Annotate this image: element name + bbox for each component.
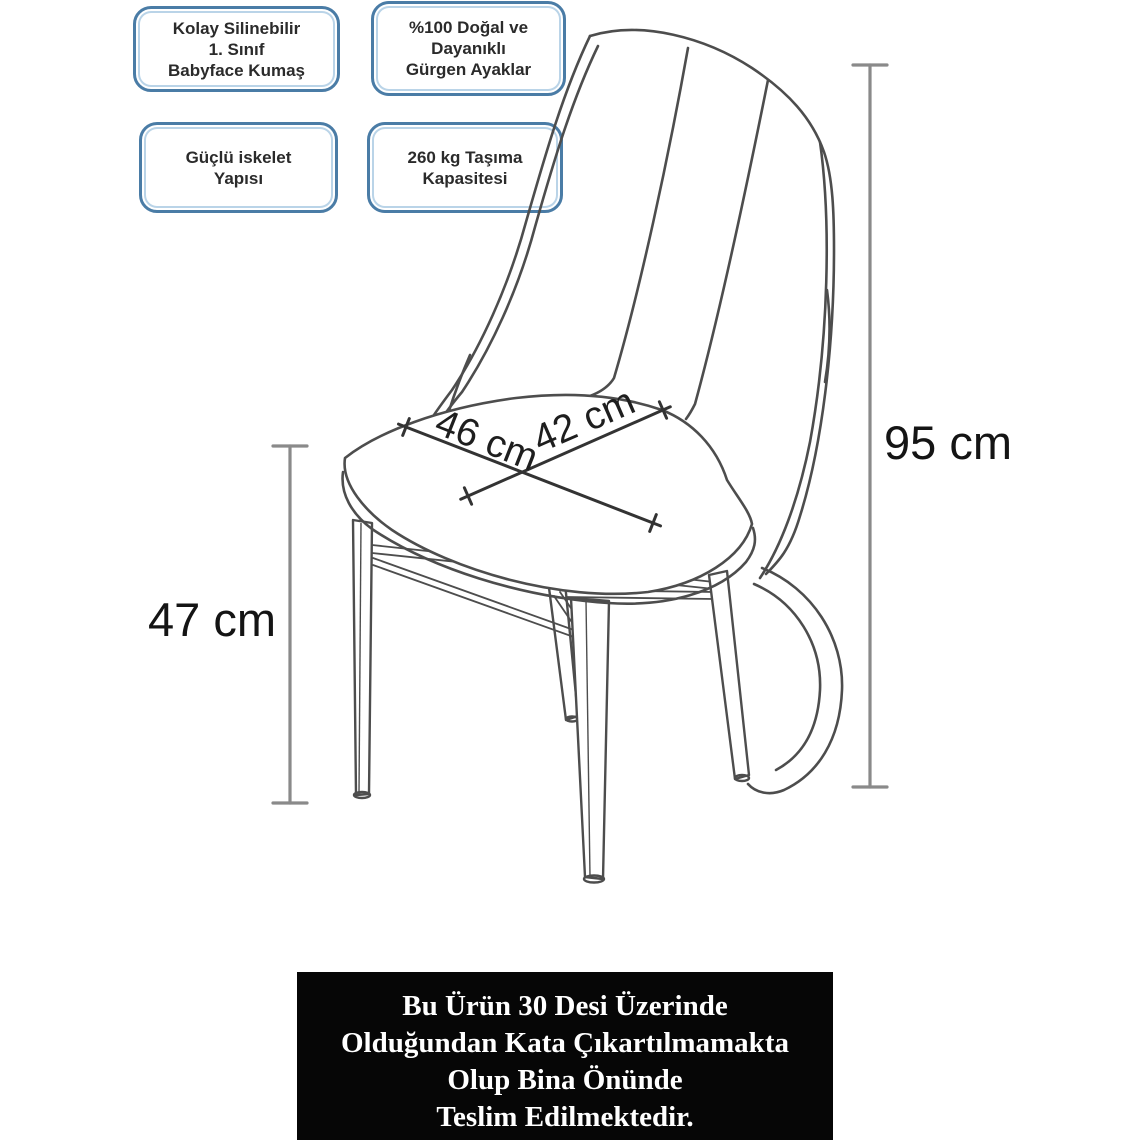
total-height-dimension bbox=[853, 65, 887, 787]
backrest-outline-left-wing bbox=[432, 36, 590, 418]
feature-line: 1. Sınıf bbox=[208, 39, 265, 59]
seat-depth-label: 46 cm bbox=[429, 400, 544, 480]
backrest-right-piping bbox=[760, 142, 827, 578]
total-height-label: 95 cm bbox=[884, 416, 1012, 469]
backrest-channel-seam-right bbox=[686, 80, 768, 419]
feature-line: Yapısı bbox=[213, 168, 264, 188]
shipping-notice-banner bbox=[297, 972, 833, 1140]
feature-line: Babyface Kumaş bbox=[167, 60, 305, 80]
feature-line: 260 kg Taşıma bbox=[407, 147, 523, 167]
notice-line: Olduğundan Kata Çıkartılmamakta bbox=[341, 1027, 789, 1059]
notice-line: Bu Ürün 30 Desi Üzerinde bbox=[402, 990, 728, 1022]
arm-outer-curve bbox=[748, 568, 842, 793]
feature-line: Kolay Silinebilir bbox=[172, 18, 301, 38]
notice-line: Teslim Edilmektedir. bbox=[436, 1101, 694, 1133]
seat-height-label: 47 cm bbox=[148, 593, 276, 646]
seat-height-dimension bbox=[273, 446, 307, 803]
feature-line: Gürgen Ayaklar bbox=[405, 60, 532, 79]
seat-width-label: 42 cm bbox=[526, 379, 642, 462]
feature-line: Güçlü iskelet bbox=[185, 147, 292, 167]
feature-line: %100 Doğal ve bbox=[408, 18, 529, 37]
feature-line: Kapasitesi bbox=[422, 168, 508, 188]
left-leg bbox=[353, 520, 372, 795]
wing-piping-line bbox=[441, 46, 598, 420]
arm-inner-curve bbox=[754, 584, 820, 770]
feature-line: Dayanıklı bbox=[431, 39, 506, 58]
chair-right-arm bbox=[748, 568, 842, 793]
right-leg bbox=[709, 571, 749, 779]
backrest-channel-seam-left bbox=[590, 48, 688, 396]
notice-line: Olup Bina Önünde bbox=[447, 1064, 683, 1096]
